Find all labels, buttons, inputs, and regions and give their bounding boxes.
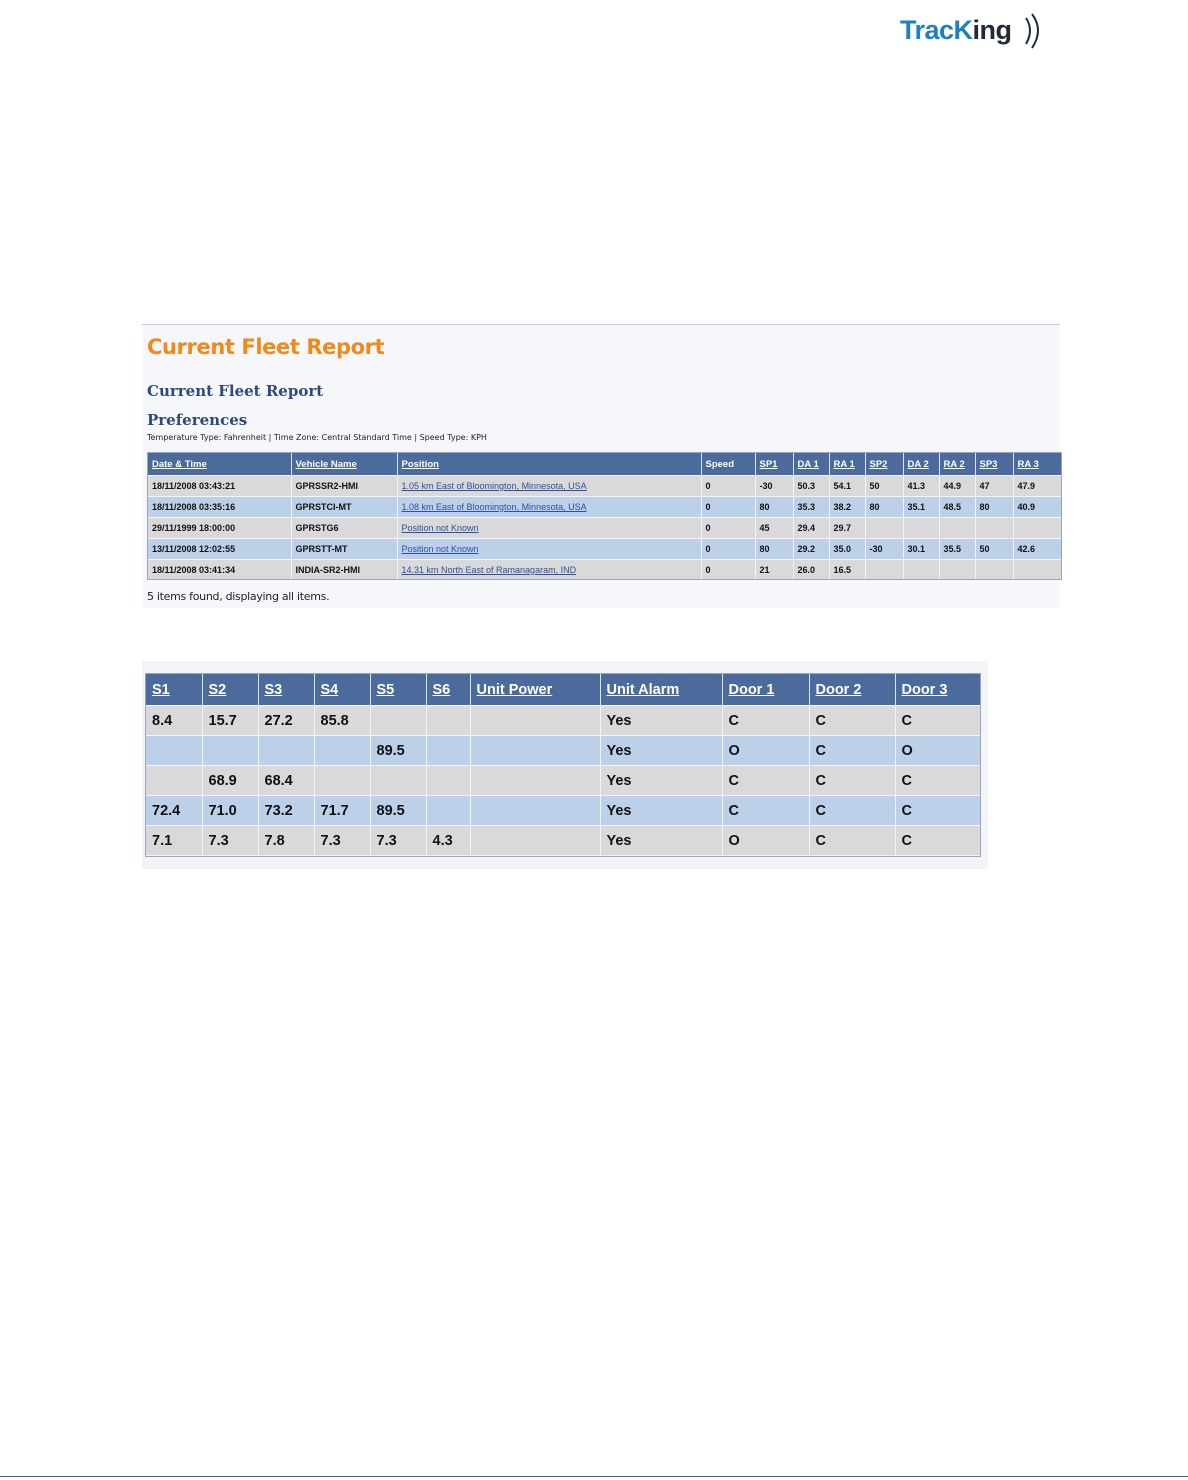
table-row (146, 736, 980, 766)
cell-s2: 68.9 (202, 766, 258, 796)
cell-door-1: O (722, 826, 809, 856)
cell-s5: 89.5 (370, 796, 426, 826)
cell-vehicle-name: GPRSSR2-HMI (291, 476, 397, 497)
cell-da1: 35.3 (793, 497, 829, 518)
cell-ra3: 42.6 (1013, 539, 1061, 560)
table-row (148, 560, 1061, 581)
cell-ra1: 29.7 (829, 518, 865, 539)
col-sp3[interactable]: SP3 (975, 453, 1013, 476)
col-s1[interactable]: S1 (146, 674, 202, 706)
cell-door-2: C (809, 766, 895, 796)
cell-sp2 (865, 560, 903, 581)
cell-da2: 35.1 (903, 497, 939, 518)
cell-ra2: 35.5 (939, 539, 975, 560)
cell-s1: 8.4 (146, 706, 202, 736)
col-sp1[interactable]: SP1 (755, 453, 793, 476)
table-row (148, 476, 1061, 497)
table-row (148, 539, 1061, 560)
cell-door-2: C (809, 736, 895, 766)
cell-s1 (146, 736, 202, 766)
cell-sp2: -30 (865, 539, 903, 560)
cell-sp1: 45 (755, 518, 793, 539)
cell-s6 (426, 706, 470, 736)
logo-text: TracKing (900, 15, 1012, 45)
cell-sp2 (865, 518, 903, 539)
cell-vehicle-name: GPRSTCI-MT (291, 497, 397, 518)
cell-da1: 26.0 (793, 560, 829, 581)
cell-door-3: O (895, 736, 980, 766)
cell-sp1: 80 (755, 497, 793, 518)
cell-s5: 7.3 (370, 826, 426, 856)
col-s5[interactable]: S5 (370, 674, 426, 706)
col-door-3[interactable]: Door 3 (895, 674, 980, 706)
col-unit-power[interactable]: Unit Power (470, 674, 600, 706)
cell-unit-power (470, 706, 600, 736)
position-link[interactable]: 14.31 km North East of Ramanagaram, IND (397, 560, 701, 581)
cell-s1: 7.1 (146, 826, 202, 856)
col-sp2[interactable]: SP2 (865, 453, 903, 476)
cell-sp2: 80 (865, 497, 903, 518)
cell-door-3: C (895, 826, 980, 856)
cell-door-3: C (895, 706, 980, 736)
cell-s5: 89.5 (370, 736, 426, 766)
cell-s1: 72.4 (146, 796, 202, 826)
preferences-line: Temperature Type: Fahrenheit | Time Zone: Central Standard Time | Speed Type: KPH (147, 433, 487, 442)
cell-da2: 30.1 (903, 539, 939, 560)
position-link[interactable]: Position not Known (397, 518, 701, 539)
table-row (146, 706, 980, 736)
cell-date-time: 29/11/1999 18:00:00 (148, 518, 291, 539)
cell-s6: 4.3 (426, 826, 470, 856)
cell-speed: 0 (701, 539, 755, 560)
tracking-logo (900, 12, 1050, 52)
cell-door-3: C (895, 766, 980, 796)
cell-sp1: 80 (755, 539, 793, 560)
cell-door-2: C (809, 796, 895, 826)
col-da2[interactable]: DA 2 (903, 453, 939, 476)
cell-door-1: C (722, 796, 809, 826)
cell-door-2: C (809, 706, 895, 736)
cell-speed: 0 (701, 518, 755, 539)
col-s2[interactable]: S2 (202, 674, 258, 706)
cell-ra3 (1013, 560, 1061, 581)
col-door-1[interactable]: Door 1 (722, 674, 809, 706)
cell-date-time: 13/11/2008 12:02:55 (148, 539, 291, 560)
cell-s4: 7.3 (314, 826, 370, 856)
cell-s4: 85.8 (314, 706, 370, 736)
cell-s4 (314, 766, 370, 796)
col-date-time[interactable]: Date & Time (148, 453, 291, 476)
cell-speed: 0 (701, 497, 755, 518)
table-row (146, 826, 980, 856)
sensor-report-panel (142, 661, 988, 869)
cell-date-time: 18/11/2008 03:41:34 (148, 560, 291, 581)
col-position[interactable]: Position (397, 453, 701, 476)
cell-date-time: 18/11/2008 03:35:16 (148, 497, 291, 518)
cell-unit-alarm: Yes (600, 706, 722, 736)
cell-s6 (426, 796, 470, 826)
cell-s2: 15.7 (202, 706, 258, 736)
sensor-table (145, 673, 981, 857)
cell-s4: 71.7 (314, 796, 370, 826)
cell-door-1: C (722, 766, 809, 796)
col-unit-alarm[interactable]: Unit Alarm (600, 674, 722, 706)
col-s4[interactable]: S4 (314, 674, 370, 706)
cell-ra2: 48.5 (939, 497, 975, 518)
table-row (146, 766, 980, 796)
cell-unit-power (470, 766, 600, 796)
items-found-text: 5 items found, displaying all items. (147, 590, 330, 603)
cell-ra3: 47.9 (1013, 476, 1061, 497)
cell-s2 (202, 736, 258, 766)
cell-sp1: -30 (755, 476, 793, 497)
report-subtitle: Current Fleet Report (147, 382, 324, 400)
table-row (148, 497, 1061, 518)
page-title: Current Fleet Report (147, 335, 385, 359)
cell-s4 (314, 736, 370, 766)
cell-vehicle-name: GPRSTT-MT (291, 539, 397, 560)
cell-door-1: C (722, 706, 809, 736)
cell-sp3 (975, 518, 1013, 539)
col-speed: Speed (701, 453, 755, 476)
cell-s1 (146, 766, 202, 796)
cell-date-time: 18/11/2008 03:43:21 (148, 476, 291, 497)
fleet-table-header (148, 453, 1061, 476)
cell-unit-alarm: Yes (600, 826, 722, 856)
col-ra2[interactable]: RA 2 (939, 453, 975, 476)
cell-sp1: 21 (755, 560, 793, 581)
position-link[interactable]: 1.05 km East of Bloomington, Minnesota, USA (397, 476, 701, 497)
cell-sp3: 50 (975, 539, 1013, 560)
cell-da1: 29.2 (793, 539, 829, 560)
cell-door-3: C (895, 796, 980, 826)
cell-vehicle-name: GPRSTG6 (291, 518, 397, 539)
cell-s2: 71.0 (202, 796, 258, 826)
cell-sp3 (975, 560, 1013, 581)
col-vehicle-name[interactable]: Vehicle Name (291, 453, 397, 476)
cell-s5 (370, 766, 426, 796)
cell-door-1: O (722, 736, 809, 766)
cell-door-2: C (809, 826, 895, 856)
cell-da2 (903, 518, 939, 539)
cell-ra1: 54.1 (829, 476, 865, 497)
cell-ra2 (939, 560, 975, 581)
cell-s2: 7.3 (202, 826, 258, 856)
sensor-table-header (146, 674, 980, 706)
cell-da2 (903, 560, 939, 581)
cell-vehicle-name: INDIA-SR2-HMI (291, 560, 397, 581)
position-link[interactable]: 1.08 km East of Bloomington, Minnesota, USA (397, 497, 701, 518)
cell-unit-alarm: Yes (600, 736, 722, 766)
cell-s3: 7.8 (258, 826, 314, 856)
cell-s6 (426, 736, 470, 766)
cell-unit-power (470, 826, 600, 856)
cell-ra1: 16.5 (829, 560, 865, 581)
cell-sp2: 50 (865, 476, 903, 497)
cell-sp3: 47 (975, 476, 1013, 497)
signal-waves-icon (1022, 12, 1048, 50)
cell-da1: 29.4 (793, 518, 829, 539)
cell-ra3: 40.9 (1013, 497, 1061, 518)
cell-s3 (258, 736, 314, 766)
cell-da2: 41.3 (903, 476, 939, 497)
cell-ra2: 44.9 (939, 476, 975, 497)
cell-ra1: 38.2 (829, 497, 865, 518)
col-ra3[interactable]: RA 3 (1013, 453, 1061, 476)
cell-unit-power (470, 736, 600, 766)
col-da1[interactable]: DA 1 (793, 453, 829, 476)
table-row (146, 796, 980, 826)
cell-s3: 68.4 (258, 766, 314, 796)
position-link[interactable]: Position not Known (397, 539, 701, 560)
col-ra1[interactable]: RA 1 (829, 453, 865, 476)
col-s6[interactable]: S6 (426, 674, 470, 706)
cell-unit-alarm: Yes (600, 796, 722, 826)
cell-speed: 0 (701, 476, 755, 497)
cell-ra1: 35.0 (829, 539, 865, 560)
cell-ra3 (1013, 518, 1061, 539)
fleet-table (147, 452, 1062, 580)
cell-sp3: 80 (975, 497, 1013, 518)
cell-s3: 27.2 (258, 706, 314, 736)
cell-unit-alarm: Yes (600, 766, 722, 796)
cell-s3: 73.2 (258, 796, 314, 826)
table-row (148, 518, 1061, 539)
cell-speed: 0 (701, 560, 755, 581)
fleet-report-panel (142, 324, 1060, 608)
col-s3[interactable]: S3 (258, 674, 314, 706)
col-door-2[interactable]: Door 2 (809, 674, 895, 706)
footer-rule (0, 1476, 1188, 1477)
preferences-heading: Preferences (147, 411, 248, 429)
cell-unit-power (470, 796, 600, 826)
cell-s6 (426, 766, 470, 796)
cell-ra2 (939, 518, 975, 539)
cell-da1: 50.3 (793, 476, 829, 497)
cell-s5 (370, 706, 426, 736)
